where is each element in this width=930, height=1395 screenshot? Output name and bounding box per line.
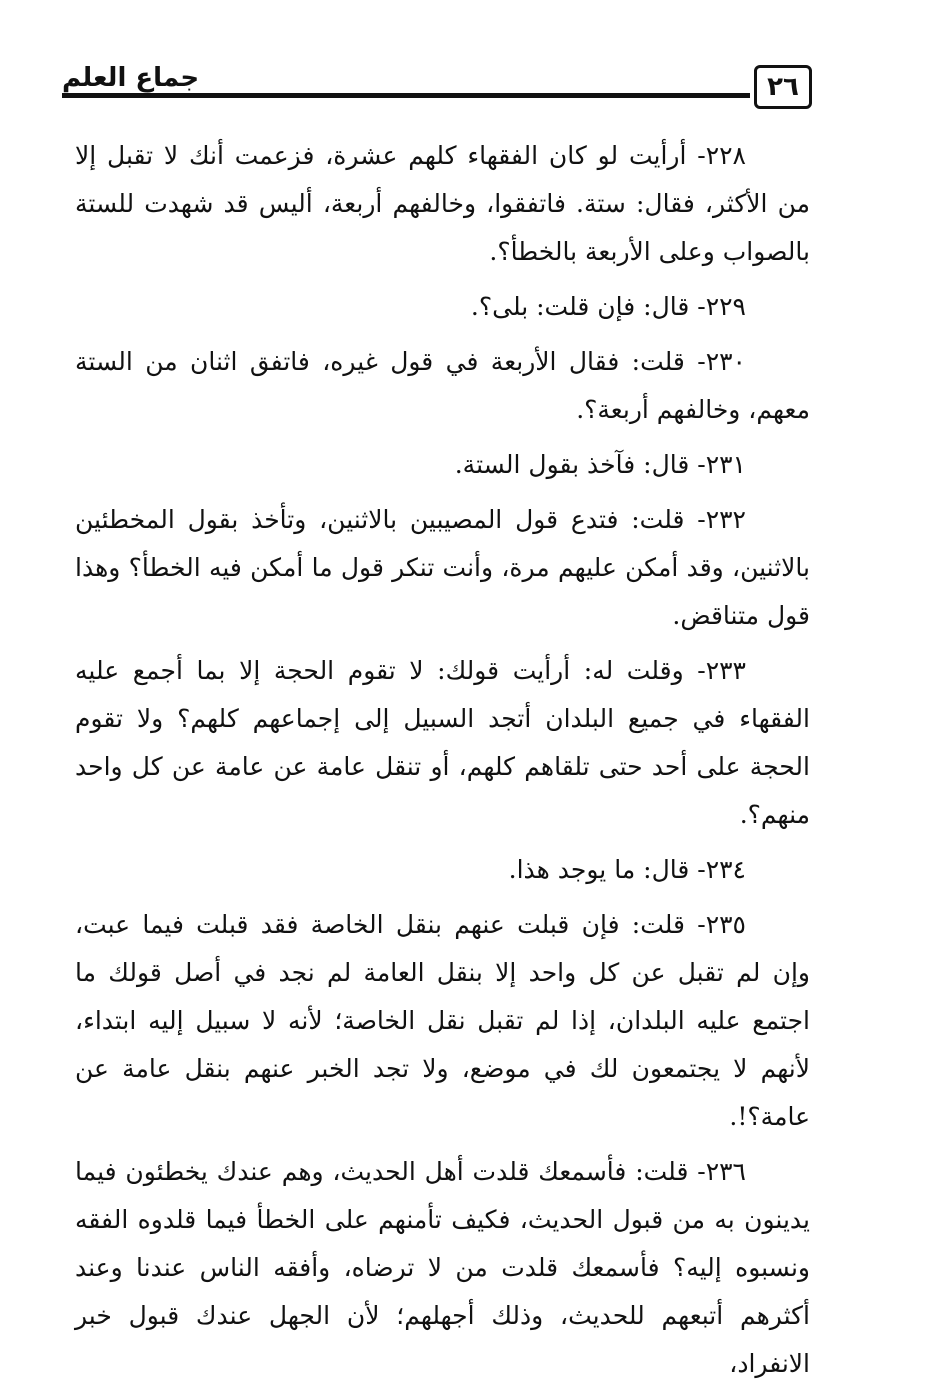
- paragraph-229: ٢٢٩- قال: فإن قلت: بلى؟.: [470, 292, 746, 321]
- header-rule: [62, 93, 750, 98]
- paragraph-236: ٢٣٦- قلت: فأسمعك قلدت أهل الحديث، وهم عندك يخطئون فيما يدينون به من قبول الحديث، فكيف تأمنهم على الخطأ فيما قلدوه الفقه ونسبوه إليه؟ فأسمعك قلدت من لا ترضاه، وأفقه الناس عندنا وعند أكثرهم أتبعهم للحديث، وذلك أجهلهم؛ لأن الجهل عندك قبول خبر الانفراد،: [75, 1157, 810, 1378]
- page-body: [75, 132, 810, 1395]
- running-title: جماع العلم: [62, 63, 200, 93]
- paragraph-233: ٢٣٣- وقلت له: أرأيت قولك: لا تقوم الحجة إلا بما أجمع عليه الفقهاء في جميع البلدان أتجد السبيل إلى إجماعهم كلهم؟ ولا تقوم الحجة على أحد حتى تلقاهم كلهم، أو تنقل عامة عن عامة عن كل واحد منهم؟.: [75, 656, 810, 829]
- paragraph-235: ٢٣٥- قلت: فإن قبلت عنهم بنقل الخاصة فقد قبلت فيما عبت، وإن لم تقبل عن كل واحد إلا بنقل العامة لم نجد في أصل قولك ما اجتمع عليه البلدان، إذا لم تقبل نقل الخاصة؛ لأنه لا سبيل إليه ابتداء، لأنهم لا يجتمعون لك في موضع، ولا تجد الخبر عنهم بنقل عامة عن عامة؟!.: [75, 910, 810, 1131]
- page-header: [62, 55, 812, 113]
- paragraph-228: ٢٢٨- أرأيت لو كان الفقهاء كلهم عشرة، فزعمت أنك لا تقبل إلا من الأكثر، فقال: ستة. فاتفقوا، وخالفهم أربعة، أليس قد شهدت للستة بالصواب وعلى الأربعة بالخطأ؟.: [75, 141, 810, 266]
- paragraph-234: ٢٣٤- قال: ما يوجد هذا.: [508, 855, 746, 884]
- paragraph-231: ٢٣١- قال: فآخذ بقول الستة.: [454, 450, 746, 479]
- paragraph-232: ٢٣٢- قلت: فتدع قول المصيبين بالاثنين، وتأخذ بقول المخطئين بالاثنين، وقد أمكن عليهم مرة، وأنت تنكر قول ما أمكن فيه الخطأ؟ وهذا قول متناقض.: [75, 505, 810, 630]
- paragraph-230: ٢٣٠- قلت: فقال الأربعة في قول غيره، فاتفق اثنان من الستة معهم، وخالفهم أربعة؟.: [75, 347, 810, 424]
- page-number: ٢٦: [754, 65, 812, 109]
